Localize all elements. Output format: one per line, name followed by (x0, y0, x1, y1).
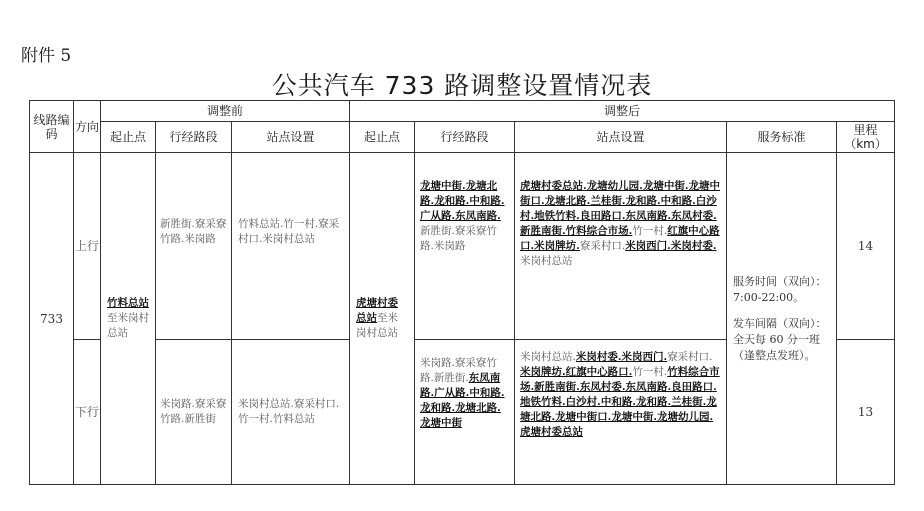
service-interval: 发车间隔（双向）：全天每 60 分一班（逢整点发班）。 (733, 316, 827, 362)
route-adjustment-table (29, 100, 895, 485)
plain-text: 新胜街.寮采寮竹路.米岗路 (420, 225, 497, 252)
after-start-end (350, 153, 415, 485)
header-before: 调整前 (101, 101, 350, 122)
header-service: 服务标准 (727, 122, 837, 153)
plain-text: 米岗路.寮采寮竹路.新胜街. (420, 357, 497, 384)
mileage-up: 14 (837, 153, 895, 340)
attachment-label: 附件 5 (21, 46, 72, 66)
bold-underlined-text: 米岗西门.米岗村委. (625, 240, 717, 252)
bold-underlined-text: 竹料总站 (107, 297, 149, 309)
service-hours: 服务时间（双向）：7:00-22:00。 (733, 274, 827, 304)
after-down-stops (515, 340, 727, 485)
bold-underlined-text: 红旗中心路口.米岗牌坊. (520, 225, 720, 252)
before-up-segments: 新胜街.寮采寮竹路.米岗路 (156, 153, 232, 340)
bold-underlined-text: 米岗牌坊.红旗中心路口. (520, 366, 633, 378)
plain-text: 寮采村口. (667, 351, 713, 363)
before-up-stops: 竹料总站.竹一村.寮采村口.米岗村总站 (232, 153, 350, 340)
header-before-segments: 行经路段 (156, 122, 232, 153)
plain-text: 寮采村口. (579, 240, 626, 252)
bold-underlined-text: 虎塘村委总站 (356, 297, 399, 324)
plain-text: 至米岗村总站 (356, 312, 399, 339)
after-up-stops (515, 153, 727, 340)
header-after: 调整后 (350, 101, 895, 122)
header-after-stops: 站点设置 (515, 122, 727, 153)
after-down-segments (415, 340, 515, 485)
header-after-start-end: 起止点 (350, 122, 415, 153)
before-down-segments: 米岗路.寮采寮竹路.新胜街 (156, 340, 232, 485)
header-direction: 方向 (74, 101, 101, 153)
bold-underlined-text: 东凤南路.广从路.中和路.龙和路.龙塘北路.龙塘中街 (420, 372, 505, 429)
mileage-down: 13 (837, 340, 895, 485)
after-up-segments (415, 153, 515, 340)
header-before-start-end: 起止点 (101, 122, 156, 153)
bold-underlined-text: 虎塘村委总站.龙塘幼儿园.龙塘中街.龙塘中街口.龙塘北路.兰桂街.龙和路.中和路.白沙村.地铁竹料.良田路口.东凤南路.东凤村委.新胜南街.竹料综合市场. (520, 180, 720, 237)
header-before-stops: 站点设置 (232, 122, 350, 153)
direction-down: 下行 (74, 340, 101, 485)
plain-text: 竹一村. (632, 225, 668, 237)
header-route-code: 线路编码 (30, 101, 74, 153)
header-after-segments: 行经路段 (415, 122, 515, 153)
before-start-end (101, 153, 156, 485)
plain-text: 米岗村总站 (520, 255, 573, 267)
service-standard (727, 153, 837, 485)
plain-text: 竹一村. (632, 366, 668, 378)
bold-underlined-text: 竹料综合市场.新胜南街.东凤村委.东凤南路.良田路口.地铁竹料.白沙村.中和路.龙和路.兰桂街.龙塘北路.龙塘中街口.龙塘中街.龙塘幼儿园.虎塘村委总站 (520, 366, 720, 438)
direction-up: 上行 (74, 153, 101, 340)
bold-underlined-text: 米岗村委.米岗西门. (575, 351, 668, 363)
route-code: 733 (30, 153, 74, 485)
header-mileage: 里程（km） (837, 122, 895, 153)
plain-text: 至米岗村总站 (107, 312, 149, 339)
bold-underlined-text: 龙塘中街.龙塘北路.龙和路.中和路.广从路.东凤南路. (420, 180, 505, 222)
before-down-stops: 米岗村总站.寮采村口.竹一村.竹料总站 (232, 340, 350, 485)
plain-text: 米岗村总站. (520, 351, 576, 363)
page-title: 公共汽车 733 路调整设置情况表 (271, 71, 653, 100)
